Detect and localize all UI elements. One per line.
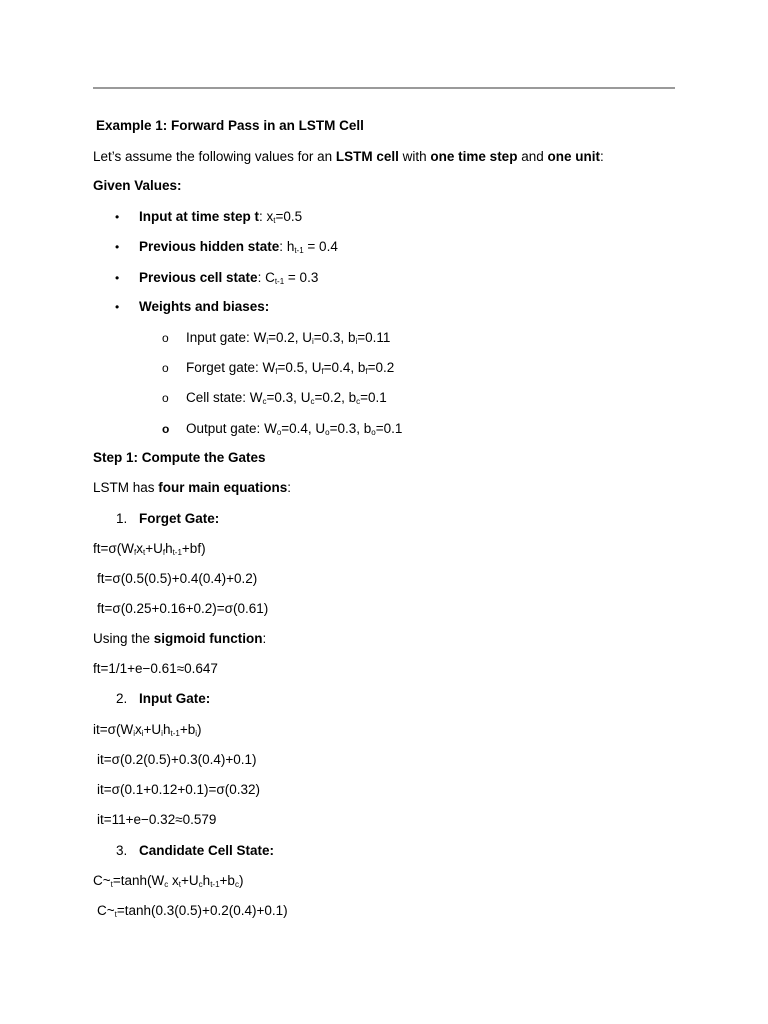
intro-paragraph: Let’s assume the following values for an LSTM cell with one time step and one unit:: [93, 149, 604, 164]
input-eq-3: it=σ(0.1+0.12+0.1)=σ(0.32): [97, 782, 261, 797]
forget-eq-4: ft=1/1+e−0.61≈0.647: [93, 661, 218, 676]
lstm-has-paragraph: LSTM has four main equations:: [93, 480, 292, 495]
given-hidden-state: Previous hidden state: $h_{t-1} = 0.4$: [139, 239, 338, 255]
given-cell-state: Previous cell state: $C_{t-1} = 0.3$: [139, 270, 319, 286]
list-number: 3.: [116, 843, 128, 858]
weights-output-gate: Output gate: $W_o=0.4$, $U_o=0.3$, $b_o=0.1$: [186, 421, 403, 437]
circle-bullet-icon: o: [162, 391, 169, 405]
circle-bullet-icon: o: [162, 422, 170, 436]
input-eq-2: it=σ(0.2(0.5)+0.3(0.4)+0.1): [97, 752, 257, 767]
input-eq-1: $it=\sigma(W_ix_i+U_ih_{t-1}+b_i)$: [93, 722, 202, 738]
forget-eq-3: ft=σ(0.25+0.16+0.2)=σ(0.61): [97, 601, 269, 616]
step1-heading: Step 1: Compute the Gates: [93, 450, 266, 465]
bullet-icon: •: [115, 210, 120, 224]
weights-cell-state: Cell state: $W_c=0.3$, $U_c=0.2$, $b_c=0.1$: [186, 390, 387, 406]
given-weights-biases: Weights and biases:: [139, 299, 270, 314]
circle-bullet-icon: o: [162, 331, 169, 345]
given-input: Input at time step t: $x_t=0.5$: [139, 209, 303, 225]
weights-forget-gate: Forget gate: $W_f=0.5$, $U_f=0.4$, $b_f=0.2$: [186, 360, 395, 376]
forget-gate-heading: Forget Gate:: [139, 511, 220, 526]
bullet-icon: •: [115, 300, 120, 314]
candidate-cell-heading: Candidate Cell State:: [139, 843, 275, 858]
circle-bullet-icon: o: [162, 361, 169, 375]
bullet-icon: •: [115, 271, 120, 285]
forget-eq-2: ft=σ(0.5(0.5)+0.4(0.4)+0.2): [97, 571, 258, 586]
candidate-eq-1: $C\sim_t=\tanh(W_c$ $x_t+U_ch_{t-1}+b_c$): [93, 873, 244, 889]
weights-input-gate: Input gate: $W_i=0.2$, $U_i=0.3$, $b_i=0.11$: [186, 330, 391, 346]
horizontal-rule: [93, 87, 675, 89]
bullet-icon: •: [115, 240, 120, 254]
forget-eq-1: $ft=\sigma(W_fx_t+U_fh_{t-1}+bf)$: [93, 541, 206, 557]
input-gate-heading: Input Gate:: [139, 691, 211, 706]
list-number: 1.: [116, 511, 128, 526]
input-eq-4: it=11+e−0.32≈0.579: [97, 812, 217, 827]
given-values-heading: Given Values:: [93, 178, 182, 193]
list-number: 2.: [116, 691, 128, 706]
candidate-eq-2: $C\sim_t=\tanh(0.3(0.5)+0.2(0.4)+0.1)$: [97, 903, 288, 919]
example-title: Example 1: Forward Pass in an LSTM Cell: [96, 118, 364, 133]
sigmoid-paragraph: Using the sigmoid function:: [93, 631, 267, 646]
